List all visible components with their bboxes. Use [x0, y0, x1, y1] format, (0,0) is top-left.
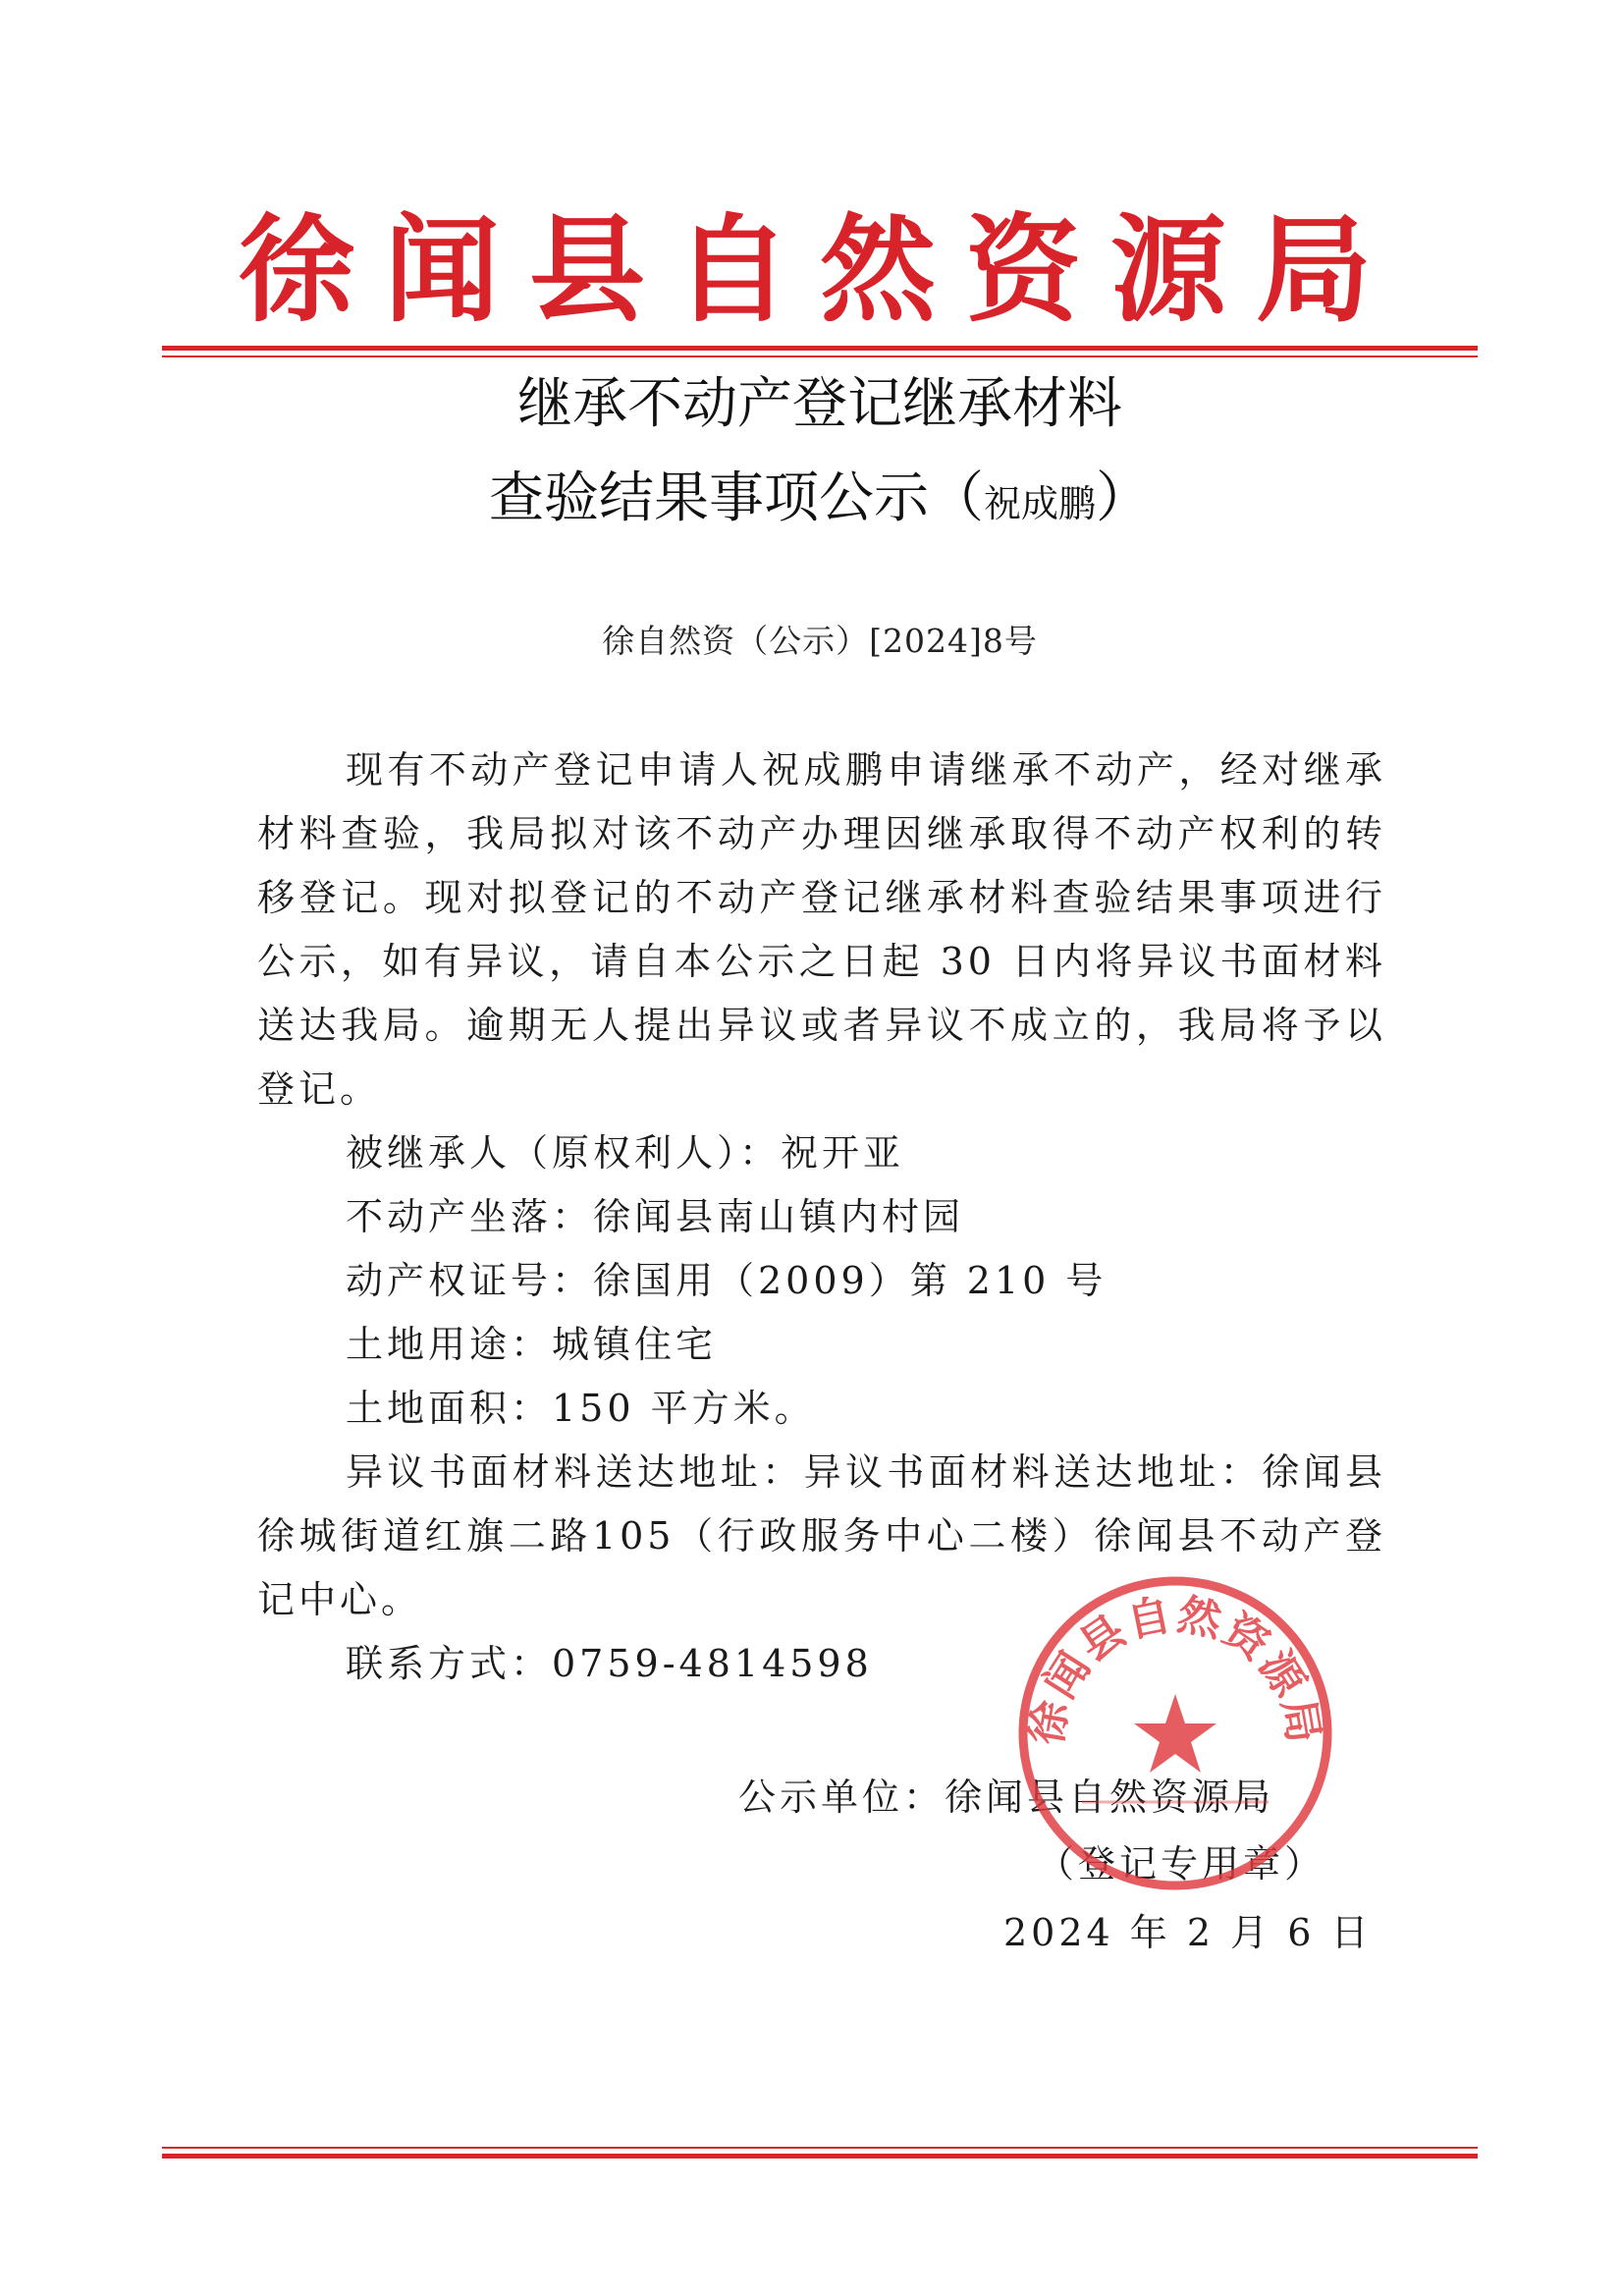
objection-address-field: 异议书面材料送达地址：异议书面材料送达地址：徐闻县徐城街道红旗二路105（行政服务中心二楼）徐闻县不动产登记中心。: [257, 1450, 1386, 1621]
title-person-name: 祝成鹏: [983, 482, 1096, 525]
agency-header: 徐闻县自然资源局: [238, 201, 1401, 338]
document-number: 徐自然资（公示）[2024]8号: [602, 622, 1038, 660]
footer-rule-thick: [162, 2154, 1478, 2159]
certificate-field: 动产权证号：徐国用（2009）第 210 号: [346, 1259, 1108, 1302]
decedent-field: 被继承人（原权利人）：祝开亚: [346, 1131, 905, 1175]
document-title-line-2: [162, 460, 1478, 543]
document-title-line-1: 继承不动产登记继承材料: [517, 372, 1122, 436]
location-field: 不动产坐落：徐闻县南山镇内村园: [346, 1195, 965, 1238]
header-rule-thick: [162, 346, 1478, 351]
official-seal: [1013, 1571, 1337, 1895]
title-open-paren: （: [928, 466, 984, 530]
issue-date: 2024 年 2 月 6 日: [1003, 1911, 1373, 1954]
document-title-main: 查验结果事项公示: [488, 466, 929, 530]
seal-note: （登记专用章）: [1037, 1842, 1326, 1886]
notice-body: [257, 738, 1386, 1696]
contact-field: 联系方式：0759-4814598: [346, 1642, 873, 1685]
land-area-field: 土地面积：150 平方米。: [346, 1387, 816, 1430]
seal-text: 徐闻县自然资源局: [1021, 1589, 1329, 1749]
title-close-paren: ）: [1096, 466, 1151, 530]
seal-star-icon: [1134, 1694, 1216, 1773]
issuing-unit: 公示单位：徐闻县自然资源局: [738, 1776, 1275, 1819]
land-use-field: 土地用途：城镇住宅: [346, 1323, 718, 1366]
notice-paragraph: 现有不动产登记申请人祝成鹏申请继承不动产，经对继承材料查验，我局拟对该不动产办理因继承取得不动产权利的转移登记。现对拟登记的不动产登记继承材料查验结果事项进行公示，如有异议，请自本公示之日起 30 日内将异议书面材料送达我局。逾期无人提出异议或者异议不成立的，我局将予以登记。: [257, 748, 1386, 1111]
footer-rule-thin: [162, 2147, 1478, 2149]
header-rule-thin: [162, 355, 1478, 357]
